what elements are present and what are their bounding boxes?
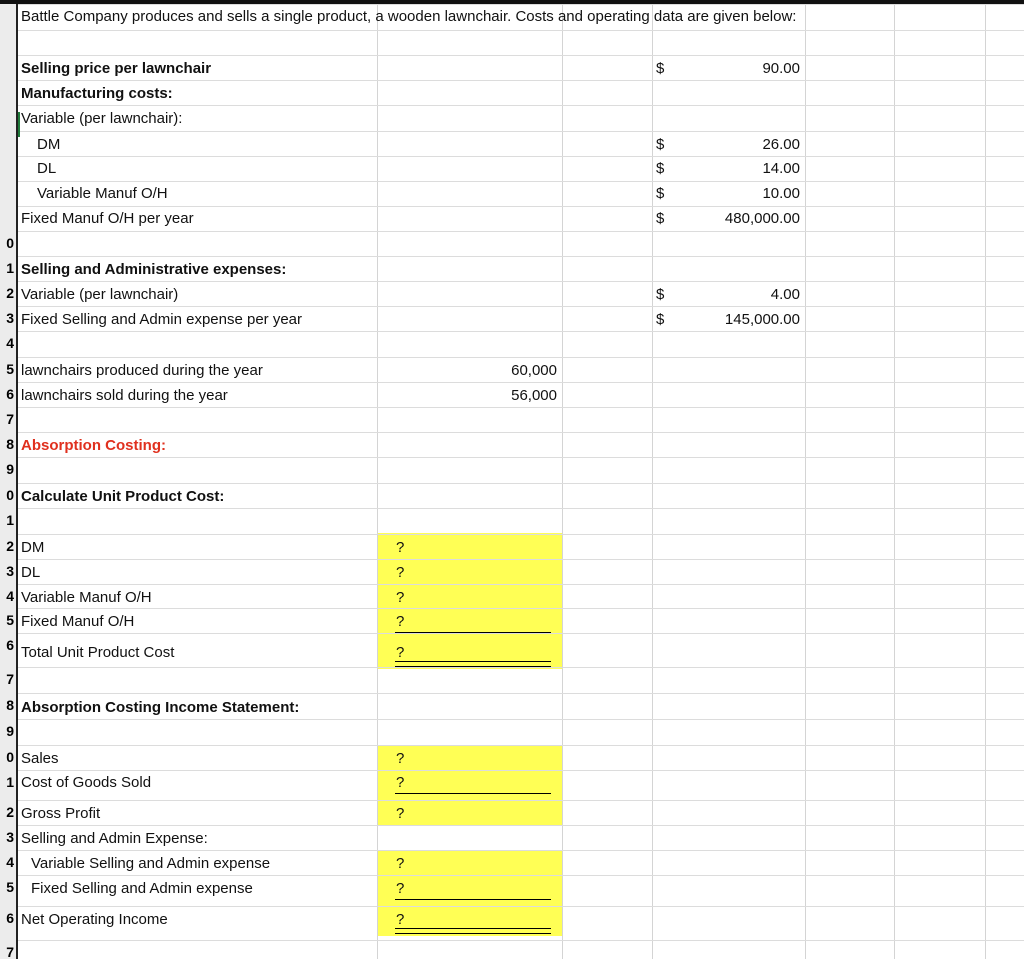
row-gridline: [18, 667, 1024, 668]
var-oh-value[interactable]: 10.00: [762, 185, 800, 202]
row-number[interactable]: 6: [6, 637, 14, 653]
row-gridline: [18, 633, 1024, 634]
currency-symbol: $: [656, 60, 665, 77]
sold-value[interactable]: 56,000: [511, 387, 557, 404]
row-gridline: [18, 131, 1024, 132]
unit-cost-label: Fixed Manuf O/H: [21, 613, 135, 630]
unit-cost-answer[interactable]: ?: [396, 564, 405, 581]
dm-label: DM: [37, 136, 61, 153]
income-label: Cost of Goods Sold: [21, 774, 152, 791]
income-answer[interactable]: ?: [396, 855, 405, 872]
row-number[interactable]: 1: [6, 774, 14, 790]
currency-symbol: $: [656, 311, 665, 328]
variable-label: Variable (per lawnchair):: [21, 110, 183, 127]
currency-symbol: $: [656, 160, 665, 177]
var-oh-label: Variable Manuf O/H: [37, 185, 168, 202]
fixed-sa-label: Fixed Selling and Admin expense per year: [21, 311, 303, 328]
row-gridline: [18, 231, 1024, 232]
row-gridline: [18, 608, 1024, 609]
row-gridline: [18, 906, 1024, 907]
row-gridline: [18, 940, 1024, 941]
answer-block-unit-cost[interactable]: [378, 533, 562, 669]
income-label: Selling and Admin Expense:: [21, 830, 208, 847]
answer-block-income-top[interactable]: [378, 745, 562, 825]
row-gridline: [18, 30, 1024, 31]
fixed-oh-label: Fixed Manuf O/H per year: [21, 210, 194, 227]
income-label: Fixed Selling and Admin expense: [31, 880, 253, 897]
row-number[interactable]: 8: [6, 436, 14, 452]
var-sa-label: Variable (per lawnchair): [21, 286, 179, 303]
row-number[interactable]: 3: [6, 310, 14, 326]
fixed-oh-value[interactable]: 480,000.00: [724, 210, 800, 227]
col-gridline: [805, 4, 806, 959]
produced-value[interactable]: 60,000: [511, 362, 557, 379]
selling-price-value[interactable]: 90.00: [762, 60, 800, 77]
income-answer[interactable]: ?: [396, 750, 405, 767]
row-number[interactable]: 3: [6, 563, 14, 579]
row-gridline: [18, 745, 1024, 746]
unit-cost-answer[interactable]: ?: [396, 589, 405, 606]
row-gridline: [18, 800, 1024, 801]
income-answer[interactable]: ?: [396, 880, 405, 897]
sa-label: Selling and Administrative expenses:: [21, 261, 287, 278]
currency-symbol: $: [656, 185, 665, 202]
fixed-sa-value[interactable]: 145,000.00: [724, 311, 800, 328]
currency-symbol: $: [656, 210, 665, 227]
col-gridline: [985, 4, 986, 959]
row-gridline: [18, 559, 1024, 560]
double-underline: [395, 928, 551, 934]
row-number[interactable]: 0: [6, 487, 14, 503]
row-number[interactable]: 3: [6, 829, 14, 845]
row-number[interactable]: 6: [6, 386, 14, 402]
answer-block-income-bottom[interactable]: [378, 850, 562, 936]
single-underline: [395, 632, 551, 633]
row-number[interactable]: 4: [6, 588, 14, 604]
row-number[interactable]: 1: [6, 512, 14, 528]
sold-label: lawnchairs sold during the year: [21, 387, 228, 404]
unit-cost-total-label: Total Unit Product Cost: [21, 644, 175, 661]
row-number[interactable]: 5: [6, 612, 14, 628]
row-number[interactable]: 0: [6, 749, 14, 765]
currency-symbol: $: [656, 286, 665, 303]
row-number[interactable]: 6: [6, 910, 14, 926]
row-number[interactable]: 2: [6, 285, 14, 301]
income-label: Sales: [21, 750, 59, 767]
var-sa-value[interactable]: 4.00: [770, 286, 800, 303]
income-label: Variable Selling and Admin expense: [31, 855, 271, 872]
dl-label: DL: [37, 160, 57, 177]
active-cell-indicator: [18, 112, 20, 137]
double-underline: [395, 661, 551, 667]
unit-cost-answer[interactable]: ?: [396, 539, 405, 556]
manufacturing-costs-label: Manufacturing costs:: [21, 85, 173, 102]
unit-cost-heading: Calculate Unit Product Cost:: [21, 488, 225, 505]
row-number[interactable]: 7: [6, 411, 14, 427]
income-total-label: Net Operating Income: [21, 911, 168, 928]
income-total-answer[interactable]: ?: [396, 911, 405, 928]
single-underline: [395, 793, 551, 794]
row-number[interactable]: 4: [6, 854, 14, 870]
row-number[interactable]: 9: [6, 461, 14, 477]
col-gridline: [652, 4, 653, 959]
row-number[interactable]: 9: [6, 723, 14, 739]
row-gridline: [18, 693, 1024, 694]
row-number[interactable]: 2: [6, 804, 14, 820]
row-number[interactable]: 0: [6, 235, 14, 251]
row-number[interactable]: 7: [6, 671, 14, 687]
dm-value[interactable]: 26.00: [762, 136, 800, 153]
unit-cost-label: Variable Manuf O/H: [21, 589, 152, 606]
row-number[interactable]: 4: [6, 335, 14, 351]
row-gridline: [18, 770, 1024, 771]
row-gridline: [18, 156, 1024, 157]
unit-cost-total-answer[interactable]: ?: [396, 644, 405, 661]
row-number[interactable]: 5: [6, 361, 14, 377]
row-gridline: [18, 432, 1024, 433]
row-gridline: [18, 457, 1024, 458]
row-number[interactable]: 5: [6, 879, 14, 895]
unit-cost-label: DL: [21, 564, 41, 581]
row-number[interactable]: 2: [6, 538, 14, 554]
row-number[interactable]: 8: [6, 697, 14, 713]
income-heading: Absorption Costing Income Statement:: [21, 699, 300, 716]
income-answer[interactable]: ?: [396, 774, 405, 791]
income-answer[interactable]: ?: [396, 805, 405, 822]
row-number[interactable]: 7: [6, 944, 14, 960]
intro-text: Battle Company produces and sells a single product, a wooden lawnchair. Costs and operating data are given below:: [21, 8, 797, 25]
single-underline: [395, 899, 551, 900]
col-gridline: [894, 4, 895, 959]
selling-price-label: Selling price per lawnchair: [21, 60, 212, 77]
col-gridline: [562, 4, 563, 959]
income-label: Gross Profit: [21, 805, 101, 822]
unit-cost-answer[interactable]: ?: [396, 613, 405, 630]
dl-value[interactable]: 14.00: [762, 160, 800, 177]
row-gridline: [18, 534, 1024, 535]
unit-cost-label: DM: [21, 539, 45, 556]
row-gridline: [18, 584, 1024, 585]
row-gridline: [18, 181, 1024, 182]
currency-symbol: $: [656, 136, 665, 153]
produced-label: lawnchairs produced during the year: [21, 362, 263, 379]
row-header-border: [16, 0, 18, 959]
absorption-heading: Absorption Costing:: [21, 437, 166, 454]
row-number[interactable]: 1: [6, 260, 14, 276]
